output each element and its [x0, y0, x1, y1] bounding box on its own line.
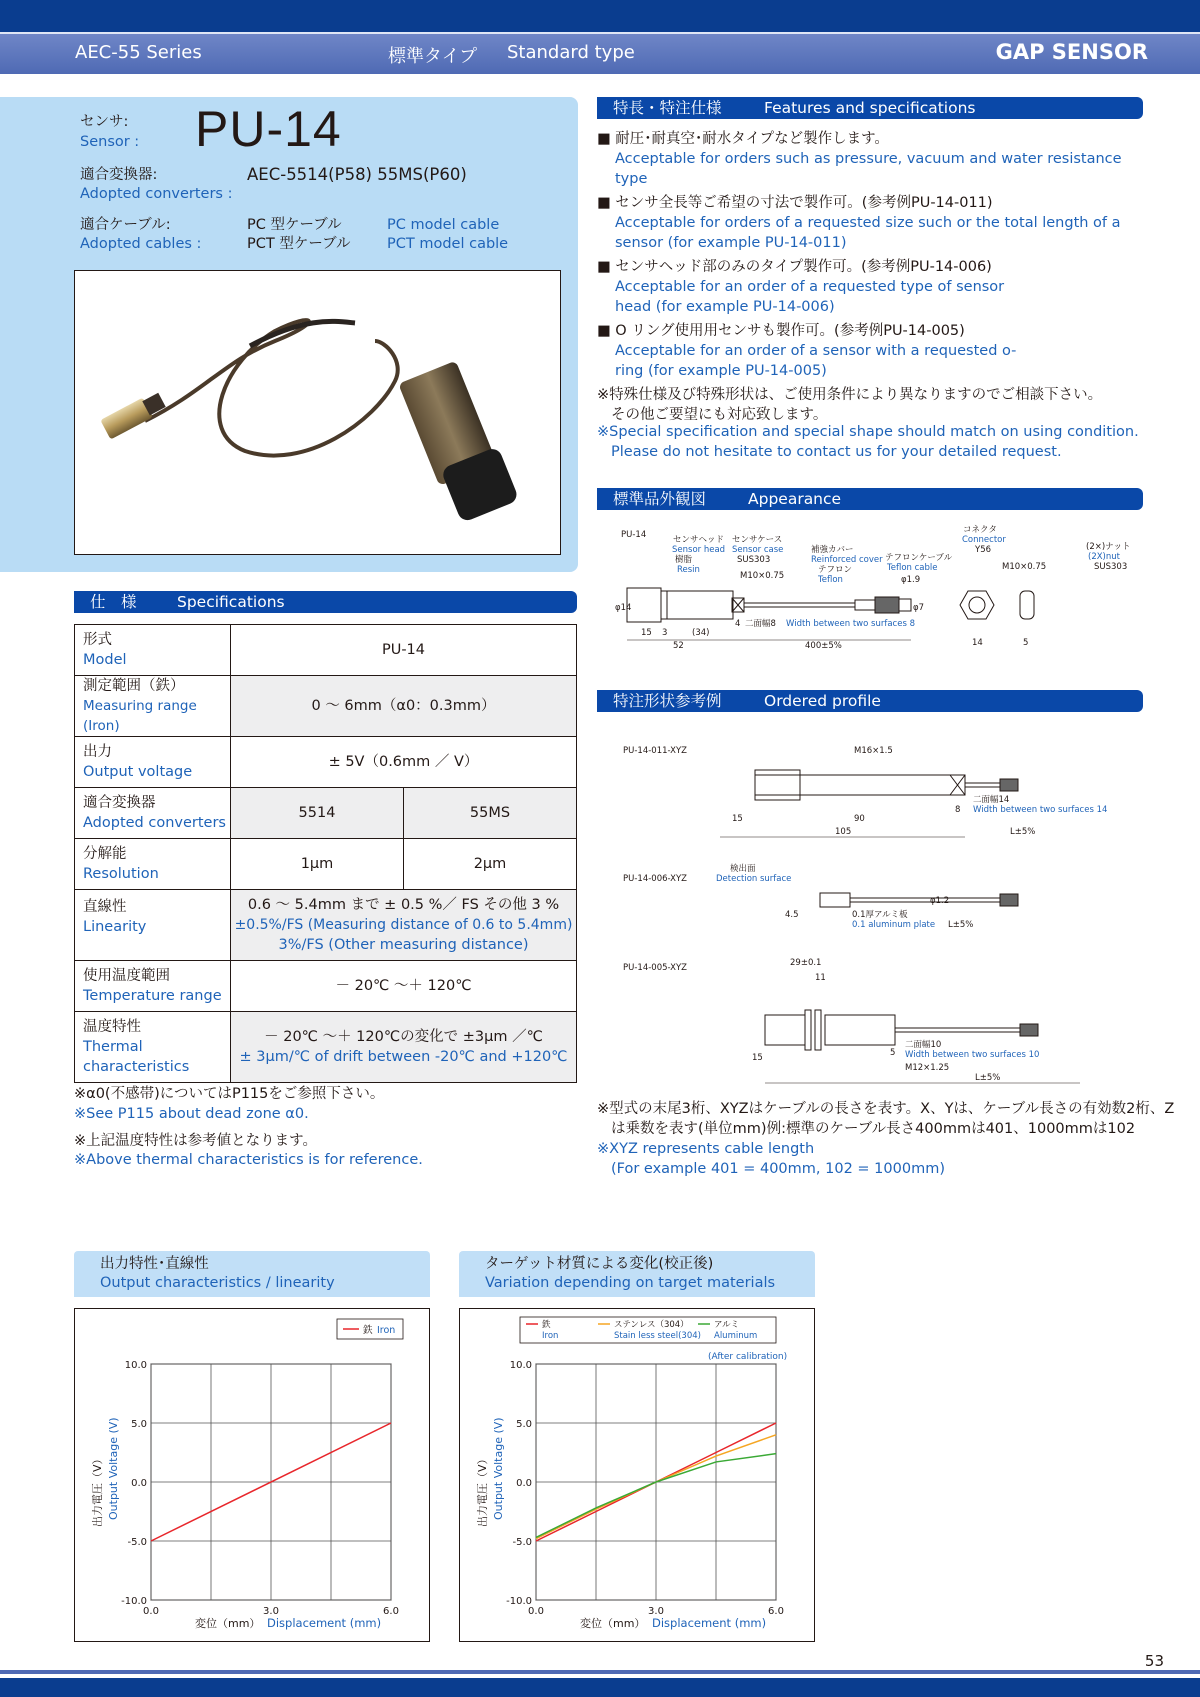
spec-key-jp: 使用温度範囲: [83, 968, 170, 984]
x-tick-label: 0.0: [528, 1606, 544, 1617]
profile1-dim90: 90: [854, 814, 865, 824]
spec-key-jp: 温度特性: [83, 1019, 141, 1035]
spec-row-model: [75, 625, 577, 676]
profile1-model: PU-14-011-XYZ: [623, 746, 688, 756]
profile2-len: L±5%: [948, 920, 974, 930]
spec-value: 1μm: [231, 839, 404, 890]
spec-row-temperature: [75, 961, 577, 1012]
header-top-band: [0, 0, 1200, 32]
feature-item: [597, 129, 1147, 189]
chart2-svg: [460, 1309, 814, 1641]
y-tick-label: 0.0: [131, 1478, 147, 1489]
spec-value: 5514: [231, 788, 404, 839]
spec-key-en: Output voltage: [83, 764, 193, 780]
label-nut-mat: SUS303: [1094, 562, 1128, 572]
feature-en: Acceptable for orders such as pressure, vacuum and water resistance type: [615, 151, 1122, 187]
spec-key-en: Adopted converters: [83, 815, 226, 831]
chart2-tag: [459, 1251, 815, 1297]
ordered-drawings: [620, 725, 1140, 1095]
label-cover-en: Reinforced cover: [811, 555, 883, 565]
footer-line: [0, 1670, 1200, 1674]
brand-title: GAP SENSOR: [995, 40, 1148, 64]
spec-value: PU-14: [231, 625, 577, 676]
x-axis-label-en: Displacement (mm): [652, 1616, 767, 1630]
chart1-title-en: Output characteristics / linearity: [100, 1275, 335, 1291]
spec-value-line: － 20℃ ～＋ 120℃の変化で ±3μm ／℃: [264, 1029, 543, 1045]
legend-label-en: Aluminum: [714, 1331, 758, 1341]
feature-note-en1: ※Special specification and special shape should match on using condition.: [597, 424, 1139, 440]
spec-value: ± 5V（0.6mm ／ V）: [231, 737, 577, 788]
chart1-svg: [75, 1309, 429, 1641]
chart2-title-en: Variation depending on target materials: [485, 1275, 776, 1291]
profile2-dim45: 4.5: [785, 910, 799, 920]
label-resin-jp: 樹脂: [675, 555, 693, 565]
profile2-plate-jp: 0.1厚アルミ板: [852, 910, 908, 920]
spec-key-en: Model: [83, 652, 127, 668]
ordered-note-jp1: ※型式の末尾3桁、XYZはケーブルの長さを表す。X、Yは、ケーブル長さの有効数2桁、Z: [597, 1101, 1175, 1117]
label-thread: M10×0.75: [740, 571, 785, 581]
feature-jp: ■ O リング使用用センサも製作可。(参考例PU-14-005): [597, 323, 965, 339]
spec-row-thermal: [75, 1012, 577, 1083]
feature-item: [597, 321, 1147, 381]
sensor-label-jp: センサ:: [80, 114, 129, 130]
label-case-mat: SUS303: [737, 555, 771, 565]
label-case-jp: センサケース: [732, 535, 783, 545]
ordered-title-en: Ordered profile: [764, 692, 881, 710]
chart1-title-jp: 出力特性･直線性: [100, 1256, 209, 1272]
note-thermal-en: ※Above thermal characteristics is for reference.: [74, 1152, 423, 1168]
label-head-en: Sensor head: [672, 545, 726, 555]
label-nut-en: (2X)nut: [1088, 552, 1120, 562]
specs-title-bar: [74, 591, 577, 613]
converter-value: AEC-5514(P58) 55MS(P60): [247, 165, 467, 184]
dim-3: 3: [662, 628, 668, 638]
dim-34: (34): [692, 628, 710, 638]
x-axis-label-jp: 変位（mm）: [580, 1617, 646, 1630]
type-jp: 標準タイプ: [388, 46, 478, 67]
spec-value-line: 3%/FS (Other measuring distance): [278, 937, 529, 953]
y-axis-label-jp: 出力電圧（V）: [91, 1453, 104, 1527]
dim-d7: φ7: [913, 603, 925, 613]
cable-label-en: Adopted cables :: [80, 236, 202, 252]
connector-shape: [875, 597, 899, 613]
feature-en: Acceptable for orders of a requested size such or the total length of a sensor (for example PU-14-011): [615, 215, 1121, 251]
x-axis-label-jp: 変位（mm）: [195, 1617, 261, 1630]
feature-en: Acceptable for an order of a sensor with a requested o-ring (for example PU-14-005): [615, 343, 1017, 379]
y-axis-label-en: Output Voltage (V): [107, 1417, 120, 1520]
spec-key-en: Linearity: [83, 919, 147, 935]
dim-52: 52: [673, 641, 684, 651]
legend-label-en: Iron: [377, 1325, 396, 1336]
label-conn-en: Connector: [962, 535, 1006, 545]
ordered-note-jp2: は乗数を表す(単位mm)例:標準のケーブル長さ400mmは401、1000mmは102: [611, 1121, 1136, 1137]
profile3-dim11: 11: [815, 973, 826, 983]
sensor-label-en: Sensor :: [80, 134, 140, 150]
cable2-jp: PCT 型ケーブル: [247, 236, 351, 252]
profile1-case: [755, 775, 965, 795]
cable-label-jp: 適合ケーブル:: [80, 217, 171, 233]
legend-label-en: Stain less steel(304): [614, 1331, 701, 1341]
profile3-dim29: 29±0.1: [790, 958, 822, 968]
label-cover-jp: 補強カバー: [811, 545, 854, 555]
profile3-model: PU-14-005-XYZ: [623, 963, 688, 973]
cable2-en: PCT model cable: [387, 236, 509, 252]
note-deadzone-en: ※See P115 about dead zone α0.: [74, 1106, 309, 1122]
model-title: PU-14: [195, 101, 342, 157]
feature-item: [597, 193, 1147, 253]
feature-jp: ■ 耐圧･耐真空･耐水タイプなど製作します。: [597, 131, 889, 147]
profile1-flat-jp: 二面幅14: [973, 795, 1010, 805]
x-tick-label: 6.0: [383, 1606, 399, 1617]
profile2-head: [820, 893, 850, 907]
profile3-head: [765, 1015, 805, 1045]
spec-row-resolution: [75, 839, 577, 890]
spec-key-jp: 分解能: [83, 846, 127, 862]
appearance-title-en: Appearance: [748, 490, 842, 508]
footer-bar: [0, 1678, 1200, 1697]
chart1-frame: [74, 1308, 430, 1642]
spec-value: 55MS: [404, 788, 577, 839]
profile3-dim5: 5: [890, 1048, 896, 1058]
profile3-len: L±5%: [975, 1073, 1001, 1083]
sensor-photo: [74, 270, 561, 555]
spec-key-en: Temperature range: [83, 988, 222, 1004]
legend-label-jp: 鉄: [363, 1325, 373, 1336]
spec-key-jp: 直線性: [83, 899, 127, 915]
label-nut-thread: M10×0.75: [1002, 562, 1047, 572]
legend-label-en: Iron: [542, 1331, 559, 1341]
ordered-note-en1: ※XYZ represents cable length: [597, 1141, 815, 1157]
label-cable-dia: φ1.9: [901, 575, 921, 585]
x-tick-label: 6.0: [768, 1606, 784, 1617]
sensor-head-shape: [627, 588, 661, 622]
converter-label-en: Adopted converters :: [80, 186, 233, 202]
profile3-case: [825, 1015, 895, 1045]
label-resin-en: Resin: [677, 565, 700, 575]
y-tick-label: 5.0: [516, 1419, 532, 1430]
profile1-flat-en: Width between two surfaces 14: [973, 805, 1108, 815]
profile3-flat-jp: 二面幅10: [905, 1040, 942, 1050]
dim-4: 4: [735, 619, 741, 629]
appearance-title-jp: 標準品外観図: [613, 490, 707, 508]
y-tick-label: -10.0: [506, 1596, 532, 1607]
label-head-jp: センサヘッド: [673, 535, 725, 545]
y-axis-label-jp: 出力電圧（V）: [476, 1453, 489, 1527]
y-tick-label: 10.0: [124, 1360, 147, 1371]
feature-en: Acceptable for an order of a requested type of sensor head (for example PU-14-006): [615, 279, 1005, 315]
y-tick-label: -10.0: [121, 1596, 147, 1607]
note-thermal-jp: ※上記温度特性は参考値となります。: [74, 1133, 317, 1149]
dim-d14: φ14: [615, 603, 632, 613]
spec-key-en: Measuring range (Iron): [83, 698, 197, 734]
feature-jp: ■ センサヘッド部のみのタイプ製作可。(参考例PU-14-006): [597, 259, 992, 275]
spec-value-line: ± 3μm/℃ of drift between -20℃ and +120℃: [239, 1049, 568, 1065]
spec-key-jp: 適合変換器: [83, 795, 156, 811]
spec-key-en: Resolution: [83, 866, 159, 882]
legend-label-jp: 鉄: [542, 1320, 551, 1330]
sensor-case-shape: [661, 591, 733, 619]
spec-key-en: characteristics: [83, 1059, 190, 1075]
appearance-model: PU-14: [621, 530, 647, 540]
profile1-dim8: 8: [955, 805, 961, 815]
profile1-len: L±5%: [1010, 827, 1036, 837]
converter-label-jp: 適合変換器:: [80, 167, 158, 183]
x-tick-label: 3.0: [648, 1606, 664, 1617]
cable1-en: PC model cable: [387, 217, 500, 233]
chart1-tag: [74, 1251, 430, 1297]
spec-key-jp: 測定範囲（鉄）: [83, 678, 185, 694]
spec-key-jp: 出力: [83, 744, 112, 760]
cable1-jp: PC 型ケーブル: [247, 217, 342, 233]
spec-row-linearity: [75, 890, 577, 961]
legend-label-jp: ステンレス（304）: [614, 1320, 689, 1330]
ordered-note-en2: (For example 401 = 400mm, 102 = 1000mm): [611, 1161, 945, 1177]
label-conn-model: Y56: [975, 545, 992, 555]
feature-jp: ■ センサ全長等ご希望の寸法で製作可。(参考例PU-14-011): [597, 195, 993, 211]
feature-note-jp2: その他ご要望にも対応致します。: [611, 407, 828, 423]
spec-value-line: 0.6 ～ 5.4mm まで ± 0.5 %／ FS その他 3 %: [247, 897, 560, 913]
profile2-cable-dia: φ1.2: [930, 896, 950, 906]
chart2-frame: [459, 1308, 815, 1642]
profile3-thread: M12×1.25: [905, 1063, 950, 1073]
dim-nut5: 5: [1023, 638, 1029, 648]
feature-item: [597, 257, 1147, 317]
y-tick-label: -5.0: [512, 1537, 532, 1548]
type-en: Standard type: [507, 42, 635, 63]
label-cable-jp: テフロンケーブル: [885, 553, 953, 563]
profile2-model: PU-14-006-XYZ: [623, 874, 688, 884]
label-case-en: Sensor case: [732, 545, 784, 555]
profile2-plate-en: 0.1 aluminum plate: [852, 920, 936, 930]
profile2-det-en: Detection surface: [716, 874, 792, 884]
spec-key-jp: 形式: [83, 632, 112, 648]
header-bar: [0, 32, 1200, 74]
appearance-drawing: [615, 520, 1155, 660]
label-nut-jp: (2×)ナット: [1086, 542, 1131, 552]
dim-400: 400±5%: [805, 641, 842, 651]
y-tick-label: -5.0: [127, 1537, 147, 1548]
legend-label-jp: アルミ: [714, 1320, 740, 1330]
x-tick-label: 0.0: [143, 1606, 159, 1617]
specs-title-jp: 仕 様: [90, 593, 137, 611]
y-tick-label: 5.0: [131, 1419, 147, 1430]
spec-value-line: ±0.5%/FS (Measuring distance of 0.6 to 5.4mm): [234, 917, 573, 933]
features-title-jp: 特長・特注仕様: [613, 99, 722, 117]
spec-row-range: [75, 676, 577, 737]
feature-note-jp1: ※特殊仕様及び特殊形状は、ご使用条件により異なりますのでご相談下さい。: [597, 387, 1103, 403]
y-tick-label: 10.0: [509, 1360, 532, 1371]
chart-annotation: (After calibration): [708, 1352, 788, 1362]
profile3-flat-en: Width between two surfaces 10: [905, 1050, 1040, 1060]
x-axis-label-en: Displacement (mm): [267, 1616, 382, 1630]
sensor-photo-illustration: [75, 271, 559, 553]
y-tick-label: 0.0: [516, 1478, 532, 1489]
dim-15: 15: [641, 628, 652, 638]
dim-nut14: 14: [972, 638, 983, 648]
feature-note-en2: Please do not hesitate to contact us for your detailed request.: [611, 444, 1062, 460]
spec-value: 2μm: [404, 839, 577, 890]
ordered-title-jp: 特注形状参考例: [613, 692, 722, 710]
label-teflon-jp: テフロン: [818, 565, 853, 575]
spec-table: [74, 624, 577, 1083]
profile1-thread: M16×1.5: [854, 746, 893, 756]
ordered-title-bar: [597, 690, 1143, 712]
series-name: AEC-55 Series: [75, 42, 202, 63]
profile1-dim15: 15: [732, 814, 743, 824]
label-conn-jp: コネクタ: [963, 525, 997, 535]
dim-flat-jp: 二面幅8: [745, 619, 776, 629]
x-tick-label: 3.0: [263, 1606, 279, 1617]
spec-value: 0 ～ 6mm（α0：0.3mm）: [231, 676, 577, 737]
label-cable-en: Teflon cable: [887, 563, 938, 573]
profile1-dim105: 105: [835, 827, 852, 837]
specs-title-en: Specifications: [177, 593, 285, 611]
profile2-det-jp: 検出面: [730, 864, 756, 874]
note-deadzone-jp: ※α0(不感帯)についてはP115をご参照下さい。: [74, 1086, 385, 1102]
dim-flat-en: Width between two surfaces 8: [786, 619, 915, 629]
chart2-title-jp: ターゲット材質による変化(校正後): [485, 1256, 714, 1272]
page-number: 53: [1144, 1652, 1164, 1670]
features-title-en: Features and specifications: [764, 99, 976, 117]
profile3-dim15: 15: [752, 1053, 763, 1063]
spec-value: － 20℃ ～＋ 120℃: [231, 961, 577, 1012]
spec-key-en: Thermal: [83, 1039, 143, 1055]
nut-shape: [960, 591, 994, 619]
features-title-bar: [597, 97, 1143, 119]
spec-row-converters: [75, 788, 577, 839]
appearance-title-bar: [597, 488, 1143, 510]
spec-row-output: [75, 737, 577, 788]
label-teflon-en: Teflon: [818, 575, 843, 585]
y-axis-label-en: Output Voltage (V): [492, 1417, 505, 1520]
